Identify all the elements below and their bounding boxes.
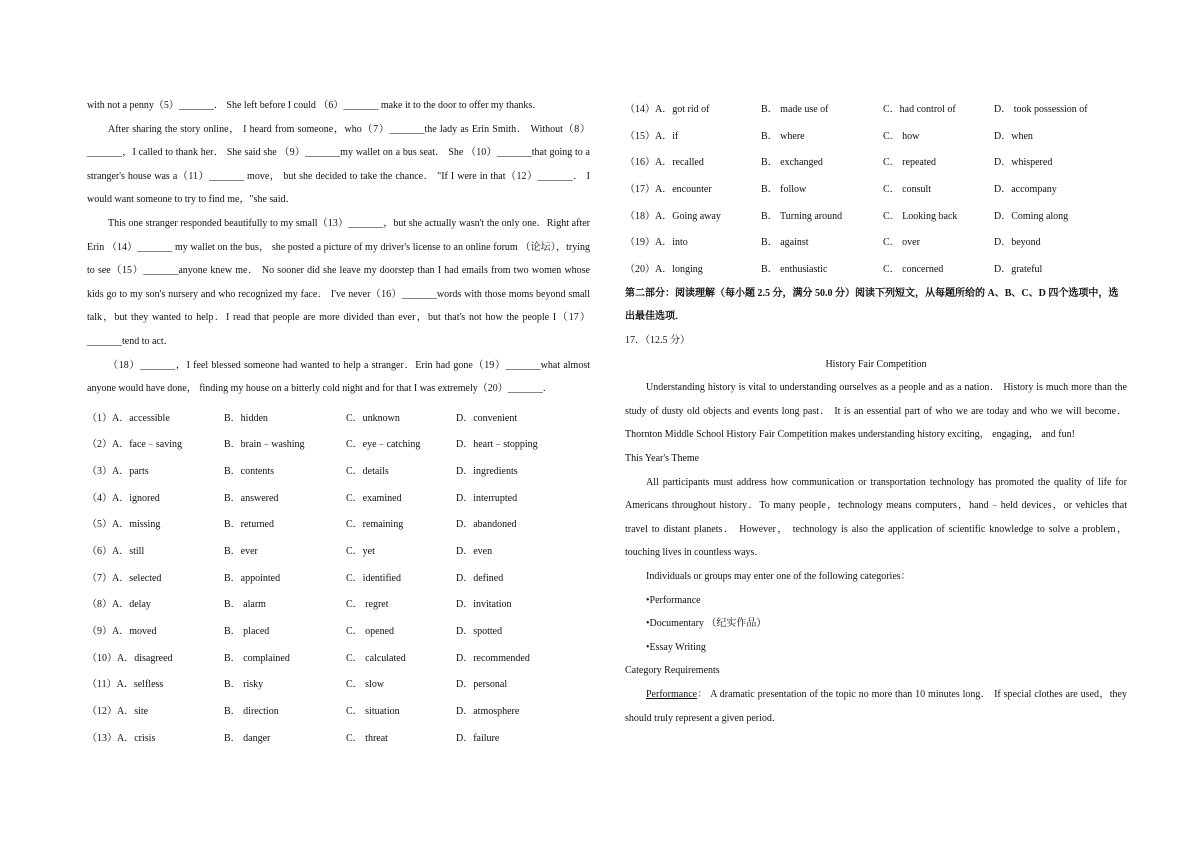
option-b[interactable]: B．answered (224, 492, 279, 504)
option-b[interactable]: B．hidden (224, 412, 268, 424)
option-d[interactable]: D．defined (456, 572, 504, 584)
category-item: •Performance (646, 594, 701, 606)
option-b[interactable]: B． against (761, 237, 809, 249)
option-row (87, 403, 590, 430)
performance-label: Performance (646, 688, 698, 700)
option-c[interactable]: C．identified (346, 572, 401, 584)
option-d[interactable]: D．failure (456, 732, 500, 744)
option-a[interactable]: （15）A．if (625, 130, 679, 142)
option-row (87, 590, 590, 617)
option-b[interactable]: B．appointed (224, 572, 281, 584)
option-d[interactable]: D．abandoned (456, 519, 517, 531)
option-c[interactable]: C． threat (346, 732, 388, 744)
option-d[interactable]: D．atmosphere (456, 706, 520, 718)
option-c[interactable]: C． situation (346, 706, 400, 718)
option-d[interactable]: D．ingredients (456, 465, 518, 477)
passage-paragraph-4: （18）_______，I feel blessed someone had wanted to help a stranger．Erin had gone（19）_______what almost anyone would have done， finding my house on a bitterly cold night and for that I was extremely（20）_______． (87, 359, 590, 395)
option-a[interactable]: （8）A．delay (87, 599, 151, 611)
option-d[interactable]: D．invitation (456, 599, 512, 611)
option-a[interactable]: （6）A．still (87, 546, 145, 557)
left-column (87, 94, 590, 750)
option-a[interactable]: （1）A．accessible (87, 412, 170, 424)
option-row (87, 456, 590, 483)
option-a[interactable]: （2）A．face﹣saving (87, 439, 182, 451)
option-d[interactable]: D．interrupted (456, 492, 518, 504)
option-a[interactable]: （14）A．got rid of (625, 103, 710, 115)
option-d[interactable]: D． took possession of (994, 103, 1088, 115)
passage-paragraph-2: After sharing the story online， I heard from someone，who（7）_______the lady as Erin Smith． Without（8）_______，I called to thank her． She said she （9）_______my wallet on a bus seat． She （10）_______that going to a stranger's house was a（11）_______ move， but she decided to take the chance． "If I were in that（12）_______． I would want someone to try to find me，"she said． (87, 123, 590, 206)
option-d[interactable]: D．whispered (994, 157, 1053, 169)
option-a[interactable]: （17）A．encounter (625, 183, 712, 195)
option-row (87, 696, 590, 723)
option-b[interactable]: B． made use of (761, 103, 829, 115)
option-b[interactable]: B．brain﹣washing (224, 439, 305, 451)
option-row (87, 536, 590, 563)
option-b[interactable]: B． exchanged (761, 157, 823, 169)
option-row (625, 254, 1127, 281)
passage-line-continued: with not a penny（5）_______． She left before I could （6）_______ make it to the door to offer my thanks． (87, 100, 543, 111)
option-d[interactable]: D．spotted (456, 626, 503, 638)
option-a[interactable]: （7）A．selected (87, 572, 162, 584)
category-item: •Documentary （纪实作品） (646, 618, 767, 630)
option-d[interactable]: D．grateful (994, 263, 1043, 275)
option-c[interactable]: C．details (346, 465, 389, 477)
option-row (625, 147, 1127, 174)
option-c[interactable]: C． Looking back (883, 210, 958, 222)
option-c[interactable]: C． concerned (883, 263, 944, 275)
option-row (625, 227, 1127, 254)
option-c[interactable]: C． repeated (883, 157, 937, 169)
option-c[interactable]: C． slow (346, 679, 385, 691)
option-row (625, 94, 1127, 121)
passage-title: History Fair Competition (825, 358, 927, 370)
option-a[interactable]: （16）A．recalled (625, 157, 704, 169)
option-d[interactable]: D．Coming along (994, 210, 1069, 222)
option-a[interactable]: （19）A．into (625, 237, 688, 249)
option-c[interactable]: C． consult (883, 183, 932, 195)
option-a[interactable]: （5）A．missing (87, 519, 161, 531)
option-b[interactable]: B．returned (224, 519, 274, 531)
option-row (87, 429, 590, 456)
option-b[interactable]: B． danger (224, 732, 271, 744)
option-row (87, 509, 590, 536)
option-b[interactable]: B． Turning around (761, 210, 843, 222)
option-row (625, 174, 1127, 201)
option-row (87, 643, 590, 670)
performance-text: ： A dramatic presentation of the topic no more than 10 minutes long． If special clothes are used，they should truly represent a given period． (625, 688, 1127, 724)
option-a[interactable]: （13）A．crisis (87, 732, 156, 744)
options-list-left (87, 403, 590, 750)
option-row (87, 723, 590, 750)
section-heading: 第二部分：阅读理解（每小题 2.5 分，满分 50.0 分）阅读下列短文，从每题所给的 A、B、C、D 四个选项中，选出最佳选项． (625, 287, 1119, 323)
option-c[interactable]: C．had control of (883, 103, 956, 115)
option-d[interactable]: D．even (456, 546, 493, 557)
option-d[interactable]: D．when (994, 130, 1033, 142)
option-a[interactable]: （12）A．site (87, 706, 149, 718)
option-d[interactable]: D．convenient (456, 412, 518, 424)
option-row (87, 563, 590, 590)
option-a[interactable]: （20）A．longing (625, 263, 703, 275)
option-b[interactable]: B．ever (224, 546, 258, 557)
option-c[interactable]: C． over (883, 237, 920, 249)
option-a[interactable]: （4）A．ignored (87, 492, 160, 504)
passage-paragraph-3: This one stranger responded beautifully to my small（13）_______，but she actually wasn't the only one．Right after Erin （14）_______ my wallet on the bus， she posted a picture of my driver's license to an online forum （论坛），trying to see（15）_______anyone knew me． No sooner did she leave my doorstep than I had emails from two women whose kids go to my son's nursery and who recognized my face． I've never（16）_______words with those moms beyond small talk，but they wanted to help．I read that people are more divided than ever，but that's not how the people I（17）_______tend to act． (87, 217, 590, 347)
option-b[interactable]: B． placed (224, 626, 270, 638)
option-b[interactable]: B． risky (224, 679, 264, 691)
option-c[interactable]: C． opened (346, 626, 395, 638)
right-column (625, 94, 1127, 730)
option-d[interactable]: D．heart﹣stopping (456, 439, 538, 451)
option-c[interactable]: C．examined (346, 492, 402, 504)
option-row (87, 670, 590, 697)
option-c[interactable]: C． how (883, 130, 920, 142)
option-row (625, 121, 1127, 148)
option-a[interactable]: （11）A．selfless (87, 679, 164, 691)
option-a[interactable]: （3）A．parts (87, 465, 149, 477)
option-b[interactable]: B． direction (224, 706, 279, 718)
option-b[interactable]: B．contents (224, 465, 274, 477)
option-row (625, 201, 1127, 228)
option-row (87, 483, 590, 510)
option-d[interactable]: D．accompany (994, 183, 1057, 195)
option-b[interactable]: B． where (761, 130, 805, 142)
passage-paragraph-intro: Understanding history is vital to understanding ourselves as a people and as a nation． History is much more than the study of dusty old objects and events long past． It is an essential part of who we are today and who we will become． Thornton Middle School History Fair Competition makes understanding history exciting， engaging， and fun! (625, 382, 1127, 441)
performance-requirement (625, 683, 1127, 730)
option-c[interactable]: C． regret (346, 599, 389, 611)
option-b[interactable]: B． complained (224, 652, 290, 664)
option-d[interactable]: D．beyond (994, 237, 1041, 249)
option-a[interactable]: （9）A．moved (87, 626, 157, 638)
question-number: 17．（12.5 分） (625, 335, 690, 346)
options-list-right (625, 94, 1127, 281)
option-b[interactable]: B． alarm (224, 599, 266, 611)
option-b[interactable]: B． enthusiastic (761, 263, 828, 275)
option-c[interactable]: C．eye﹣catching (346, 439, 421, 451)
option-d[interactable]: D．recommended (456, 652, 530, 664)
option-c[interactable]: C． calculated (346, 652, 406, 664)
option-a[interactable]: （10）A．disagreed (87, 652, 173, 664)
category-item: •Essay Writing (646, 641, 706, 653)
option-c[interactable]: C．yet (346, 546, 375, 557)
passage-paragraph-theme: All participants must address how communication or transportation technology has promoted the quality of life for Americans throughout history．To many people，technology means computers，hand﹣held devices，or vehicles that travel to distant planets． However， technology is also the application of scientific knowledge to solve a problem， touching lives in countless ways． (625, 476, 1127, 559)
option-c[interactable]: C．unknown (346, 412, 400, 424)
option-b[interactable]: B． follow (761, 183, 807, 195)
requirements-heading: Category Requirements (625, 665, 720, 677)
option-c[interactable]: C．remaining (346, 519, 404, 531)
option-a[interactable]: （18）A．Going away (625, 210, 721, 222)
theme-heading: This Year's Theme (625, 452, 700, 464)
categories-intro: Individuals or groups may enter one of the following categories： (646, 570, 911, 582)
option-row (87, 616, 590, 643)
option-d[interactable]: D．personal (456, 679, 508, 691)
